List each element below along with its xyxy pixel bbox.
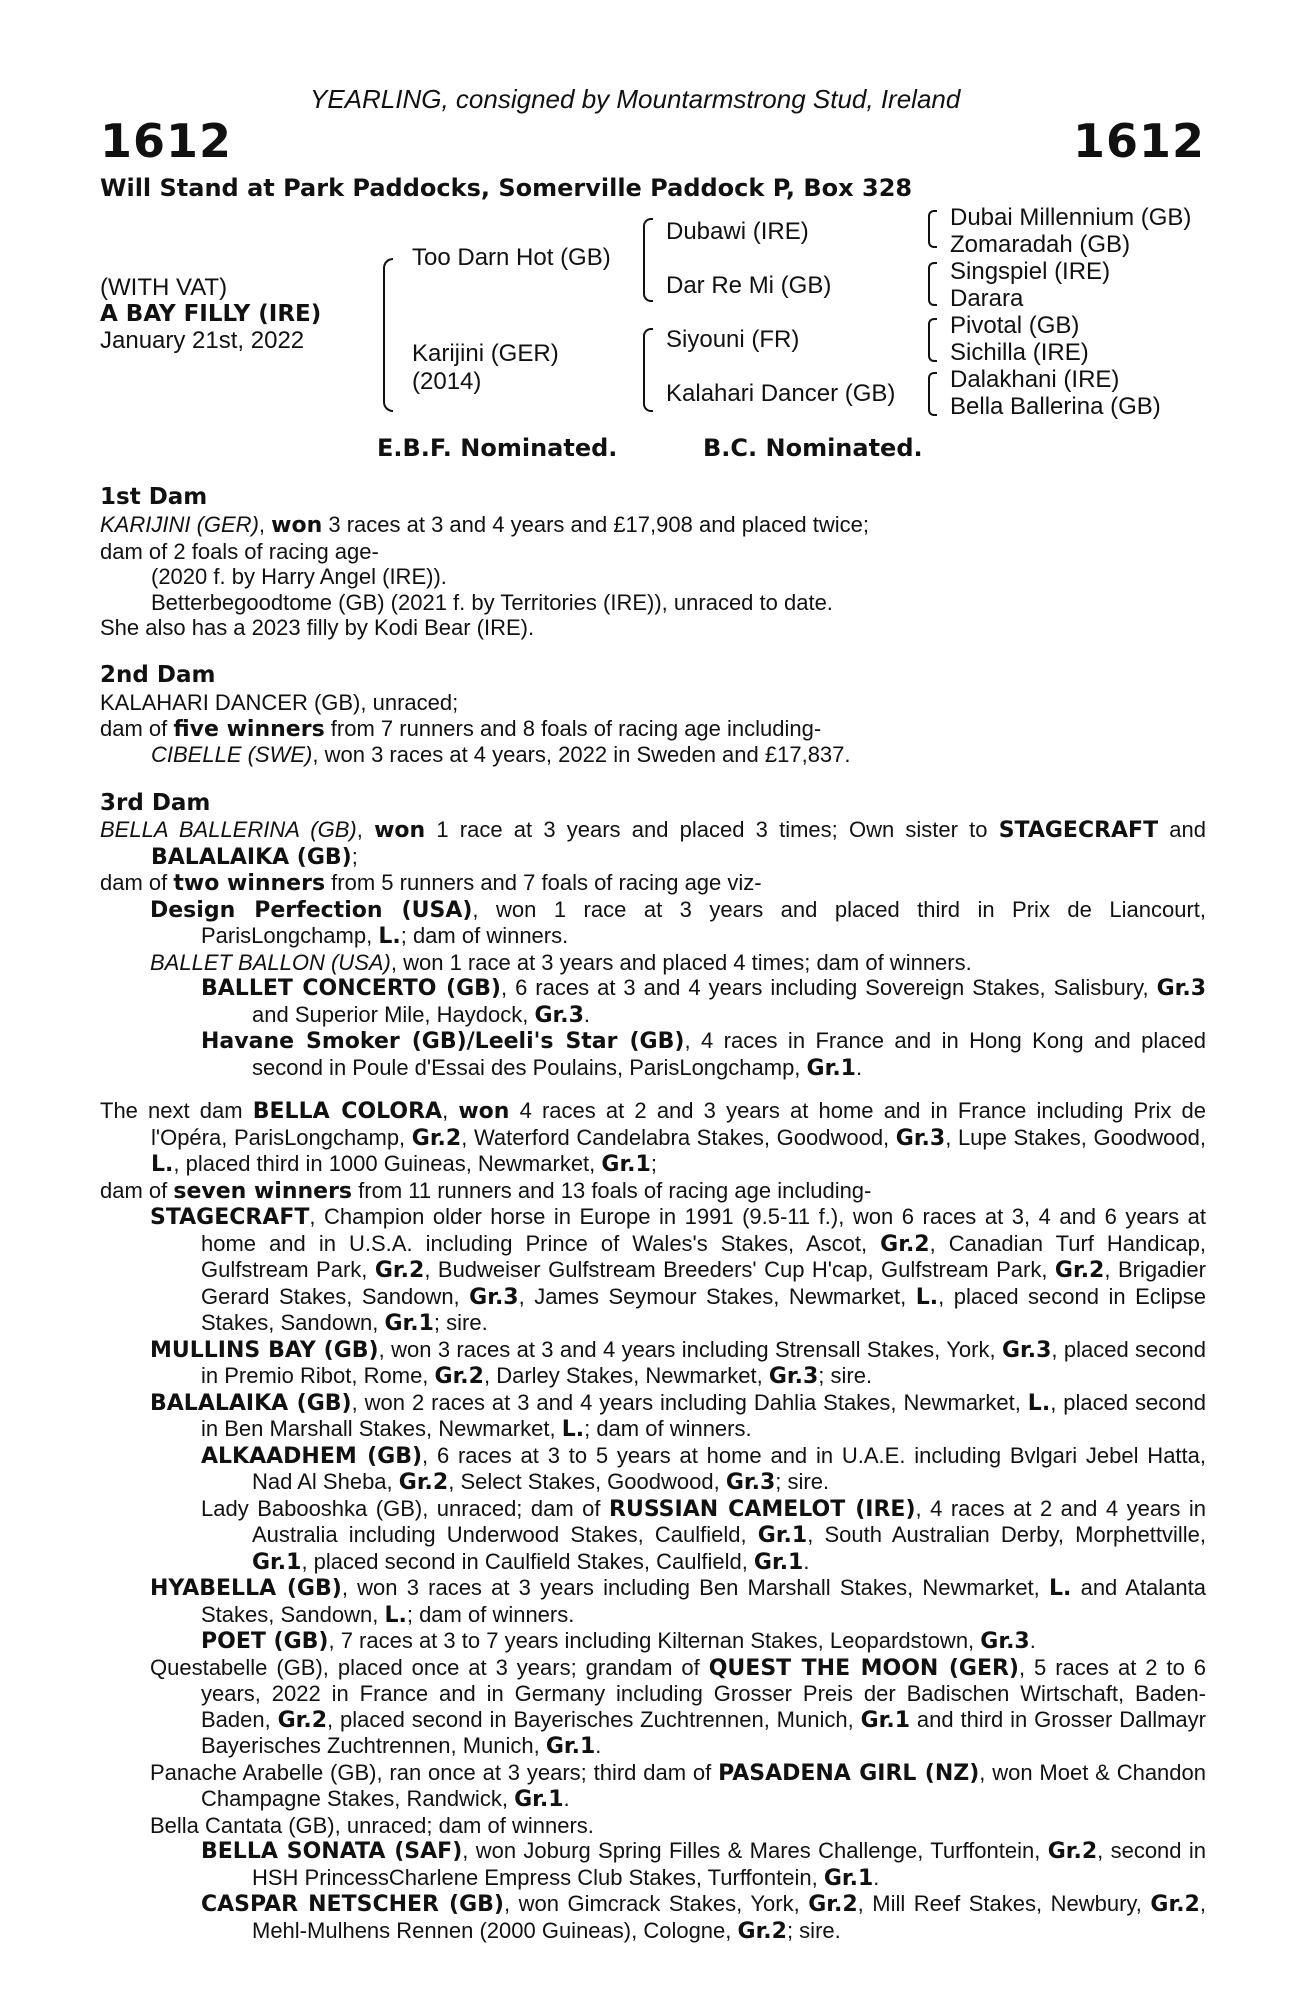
gen3-2: Zomaradah (GB) bbox=[950, 231, 1131, 258]
gen3-6: Sichilla (IRE) bbox=[950, 339, 1089, 366]
consignor-line: YEARLING, consigned by Mountarmstrong Stud, Ireland bbox=[310, 84, 961, 114]
dam-sire: Siyouni (FR) bbox=[666, 326, 800, 353]
gen3-4: Darara bbox=[950, 285, 1024, 312]
produce-record: Questabelle (GB), placed once at 3 years; grandam of QUEST THE MOON (GER), 5 races at 2 to 6 years, 2022 in France and in Germany including Grosser Preis der Badischen Wirtschaft, Baden-Baden, Gr.2, placed second in Bayerisches Zuchtrennen, Munich, Gr.1 and third in Grosser Dallmayr Bayerisches Zuchtrennen, Munich, Gr.1. bbox=[150, 1654, 1206, 1759]
second-dam-line: dam of five winners from 7 runners and 8 foals of racing age including- bbox=[100, 715, 822, 742]
third-dam-para: Havane Smoker (GB)/Leeli's Star (GB), 4 races in France and in Hong Kong and placed second in Poule d'Essai des Poulains, ParisLongchamp, Gr.1. bbox=[201, 1028, 1206, 1081]
first-dam-body bbox=[100, 512, 1206, 641]
produce-record: ALKAADHEM (GB), 6 races at 3 to 5 years at home and in U.A.E. including Bvlgari Jebel Hatta, Nad Al Sheba, Gr.2, Select Stakes, Goodwood, Gr.3; sire. bbox=[201, 1442, 1207, 1495]
dam-dam: Kalahari Dancer (GB) bbox=[666, 380, 896, 407]
ebf-nominated: E.B.F. Nominated. bbox=[377, 434, 618, 462]
brace-g12 bbox=[928, 210, 937, 248]
lot-number-right: 1612 bbox=[1072, 114, 1205, 168]
first-dam-line: She also has a 2023 filly by Kodi Bear (IRE). bbox=[100, 615, 535, 640]
brace-sire bbox=[643, 218, 653, 302]
third-dam-para: BALLET BALLON (USA), won 1 race at 3 years and placed 4 times; dam of winners. bbox=[150, 949, 972, 975]
third-dam-para: dam of two winners from 5 runners and 7 foals of racing age viz- bbox=[100, 870, 762, 896]
sire-sire: Dubawi (IRE) bbox=[666, 218, 809, 245]
produce-record: MULLINS BAY (GB), won 3 races at 3 and 4 years including Strensall Stakes, York, Gr.3, placed second in Premio Ribot, Rome, Gr.2, Darley Stakes, Newmarket, Gr.3; sire. bbox=[150, 1336, 1206, 1389]
gen3-8: Bella Ballerina (GB) bbox=[950, 393, 1161, 420]
produce-record: Lady Babooshka (GB), unraced; dam of RUSSIAN CAMELOT (IRE), 4 races at 2 and 4 years in Australia including Underwood Stakes, Caulfield, Gr.1, South Australian Derby, Morphettville, Gr.1, placed second in Caulfield Stakes, Caulfield, Gr.1. bbox=[201, 1495, 1206, 1575]
brace-main bbox=[383, 258, 393, 412]
second-dam-title: 2nd Dam bbox=[100, 662, 216, 688]
first-dam-line: Betterbegoodtome (GB) (2021 f. by Territories (IRE)), unraced to date. bbox=[151, 589, 833, 615]
third-dam-body bbox=[100, 817, 1206, 1081]
stand-location: Will Stand at Park Paddocks, Somerville Paddock P, Box 328 bbox=[100, 174, 913, 202]
next-dam-body bbox=[100, 1098, 1206, 1944]
foaled-date: January 21st, 2022 bbox=[100, 327, 305, 354]
lot-number-left: 1612 bbox=[100, 114, 233, 168]
brace-g56 bbox=[928, 318, 937, 362]
produce-record: BELLA SONATA (SAF), won Joburg Spring Filles & Mares Challenge, Turffontein, Gr.2, second in HSH PrincessCharlene Empress Club Stakes, Turffontein, Gr.1. bbox=[201, 1838, 1206, 1891]
first-dam-line: dam of 2 foals of racing age- bbox=[100, 538, 379, 564]
dam-year: (2014) bbox=[412, 368, 482, 395]
second-dam-line: CIBELLE (SWE), won 3 races at 4 years, 2022 in Sweden and £17,837. bbox=[151, 742, 851, 767]
vat-label: (WITH VAT) bbox=[100, 274, 228, 301]
next-dam-para: dam of seven winners from 11 runners and 13 foals of racing age including- bbox=[100, 1177, 872, 1204]
dam-name: Karijini (GER) bbox=[412, 340, 559, 367]
produce-record: CASPAR NETSCHER (GB), won Gimcrack Stakes, York, Gr.2, Mill Reef Stakes, Newbury, Gr.2, Mehl-Mulhens Rennen (2000 Guineas), Cologne, Gr.2; sire. bbox=[201, 1891, 1206, 1944]
produce-record: POET (GB), 7 races at 3 to 7 years including Kilternan Stakes, Leopardstown, Gr.3. bbox=[201, 1628, 1036, 1654]
third-dam-para: BELLA BALLERINA (GB), won 1 race at 3 years and placed 3 times; Own sister to STAGECRAFT and BALALAIKA (GB); bbox=[100, 817, 1206, 870]
second-dam-line: KALAHARI DANCER (GB), unraced; bbox=[100, 690, 459, 715]
third-dam-title: 3rd Dam bbox=[100, 790, 211, 816]
produce-record: HYABELLA (GB), won 3 races at 3 years including Ben Marshall Stakes, Newmarket, L. and Atalanta Stakes, Sandown, L.; dam of winners. bbox=[150, 1575, 1207, 1628]
gen3-1: Dubai Millennium (GB) bbox=[950, 204, 1192, 231]
gen3-3: Singspiel (IRE) bbox=[950, 258, 1111, 285]
gen3-7: Dalakhani (IRE) bbox=[950, 366, 1120, 393]
first-dam-title: 1st Dam bbox=[100, 484, 208, 510]
first-dam-line: (2020 f. by Harry Angel (IRE)). bbox=[151, 564, 447, 589]
sire-dam: Dar Re Mi (GB) bbox=[666, 272, 832, 299]
produce-record: Bella Cantata (GB), unraced; dam of winners. bbox=[150, 1812, 594, 1838]
produce-record: Panache Arabelle (GB), ran once at 3 years; third dam of PASADENA GIRL (NZ), won Moet & Chandon Champagne Stakes, Randwick, Gr.1. bbox=[150, 1759, 1206, 1812]
first-dam-line: KARIJINI (GER), won 3 races at 3 and 4 years and £17,908 and placed twice; bbox=[100, 512, 869, 538]
third-dam-para: Design Perfection (USA), won 1 race at 3 years and placed third in Prix de Liancourt, ParisLongchamp, L.; dam of winners. bbox=[150, 896, 1206, 949]
sire-name: Too Darn Hot (GB) bbox=[412, 244, 611, 271]
second-dam-body bbox=[100, 690, 1206, 768]
brace-dam bbox=[643, 328, 653, 412]
brace-g34 bbox=[928, 262, 937, 306]
brace-g78 bbox=[928, 372, 937, 416]
third-dam-para: BALLET CONCERTO (GB), 6 races at 3 and 4 years including Sovereign Stakes, Salisbury, Gr.3 and Superior Mile, Haydock, Gr.3. bbox=[201, 975, 1206, 1028]
gen3-5: Pivotal (GB) bbox=[950, 312, 1080, 339]
bc-nominated: B.C. Nominated. bbox=[703, 434, 923, 462]
horse-name: A BAY FILLY (IRE) bbox=[100, 301, 322, 327]
produce-record: STAGECRAFT, Champion older horse in Europe in 1991 (9.5-11 f.), won 6 races at 3, 4 and 6 years at home and in U.S.A. including Prince of Wales's Stakes, Ascot, Gr.2, Canadian Turf Handicap, Gulfstream Park, Gr.2, Budweiser Gulfstream Breeders' Cup H'cap, Gulfstream Park, Gr.2, Brigadier Gerard Stakes, Sandown, Gr.3, James Seymour Stakes, Newmarket, L., placed second in Eclipse Stakes, Sandown, Gr.1; sire. bbox=[150, 1204, 1207, 1336]
next-dam-para: The next dam BELLA COLORA, won 4 races at 2 and 3 years at home and in France including Prix de l'Opéra, ParisLongchamp, Gr.2, Waterford Candelabra Stakes, Goodwood, Gr.3, Lupe Stakes, Goodwood, L., placed third in 1000 Guineas, Newmarket, Gr.1; bbox=[100, 1098, 1206, 1177]
produce-record: BALALAIKA (GB), won 2 races at 3 and 4 years including Dahlia Stakes, Newmarket, L., placed second in Ben Marshall Stakes, Newmarket, L.; dam of winners. bbox=[150, 1389, 1206, 1442]
